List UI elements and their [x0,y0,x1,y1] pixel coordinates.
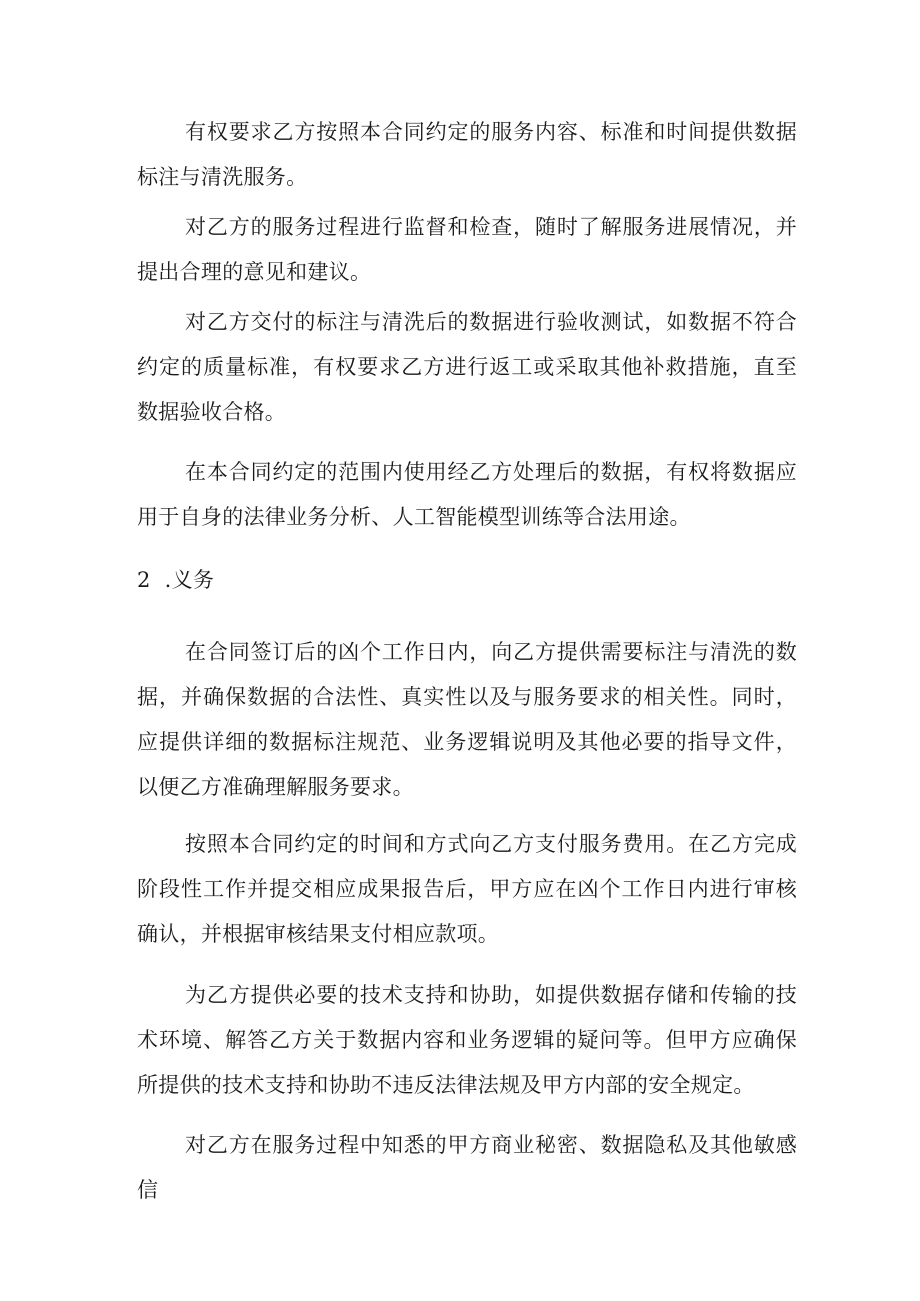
paragraph-obligation-tech-support: 为乙方提供必要的技术支持和协助，如提供数据存储和传输的技术环境、解答乙方关于数据内容和业务逻辑的疑问等。但甲方应确保所提供的技术支持和协助不违反法律法规及甲方内部的安全规定。 [137,983,797,1097]
paragraph-obligation-provide-data: 在合同签订后的凶个工作日内，向乙方提供需要标注与清洗的数据，并确保数据的合法性、真实性以及与服务要求的相关性。同时，应提供详细的数据标注规范、业务逻辑说明及其他必要的指导文件，以便乙方准确理解服务要求。 [137,640,797,799]
paragraph-obligation-confidentiality: 对乙方在服务过程中知悉的甲方商业秘密、数据隐私及其他敏感信 [137,1133,797,1202]
section-heading-obligations [137,558,797,603]
paragraph-right-acceptance-test: 对乙方交付的标注与清洗后的数据进行验收测试，如数据不符合约定的质量标准，有权要求乙方进行返工或采取其他补救措施，直至数据验收合格。 [137,310,797,424]
section-title: .义务 [164,568,215,592]
section-number: 2 [137,568,151,592]
paragraph-obligation-pay-fees: 按照本合同约定的时间和方式向乙方支付服务费用。在乙方完成阶段性工作并提交相应成果报告后，甲方应在凶个工作日内进行审核确认，并根据审核结果支付相应款项。 [137,832,797,946]
paragraph-right-use-data: 在本合同约定的范围内使用经乙方处理后的数据，有权将数据应用于自身的法律业务分析、人工智能模型训练等合法用途。 [137,460,797,529]
paragraph-right-request-service: 有权要求乙方按照本合同约定的服务内容、标准和时间提供数据标注与清洗服务。 [137,120,797,189]
paragraph-right-supervise: 对乙方的服务过程进行监督和检查，随时了解服务进展情况，并提出合理的意见和建议。 [137,215,797,284]
